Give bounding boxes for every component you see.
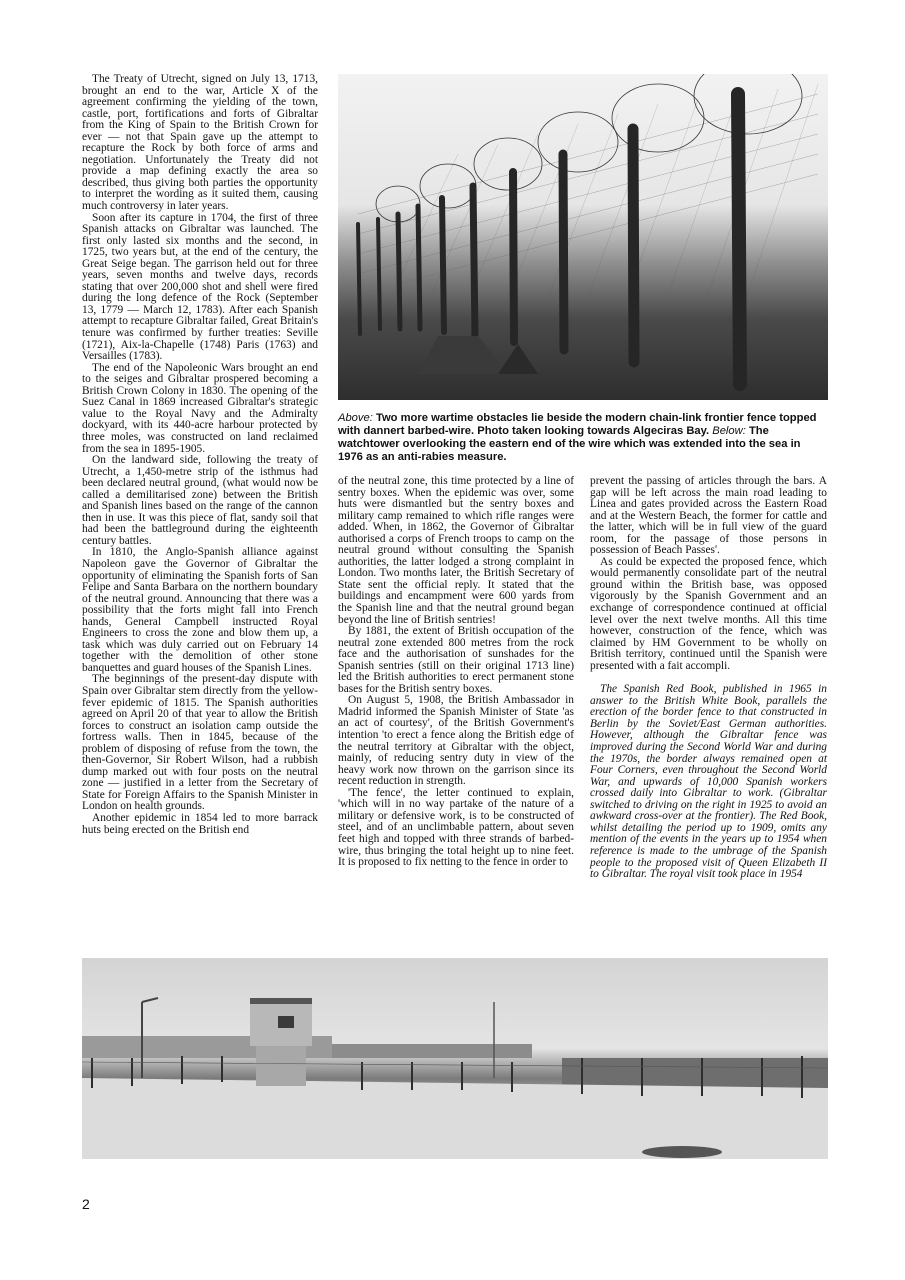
caption-above-text: Two more wartime obstacles lie beside the modern chain-link frontier fence topped with dannert barbed-wire. Photo taken looking towards Algeciras Bay. xyxy=(338,412,817,437)
frontier-fence-photo xyxy=(338,74,828,400)
caption-below-label: Below: xyxy=(712,425,746,437)
paragraph: On August 5, 1908, the British Ambassador in Madrid informed the Spanish Minister of State 'as an act of courtesy', of the British Government's intention 'to erect a fence along the British edge of the neutral territory at Gibraltar with the object, mainly, of reducing sentry duty in view of the heavy work now thrown on the garrison since its recent reduction in strength. xyxy=(338,694,574,788)
article-column-1 xyxy=(82,74,318,836)
paragraph: The beginnings of the present-day dispute with Spain over Gibraltar stem directly from the yellow-fever epidemic of 1815. The Spanish authorities agreed on April 20 of that year to allow the British forces to construct an isolation camp outside the fortress walls. Then in 1845, because of the problem of disposing of refuse from the town, the then-Governor, Sir Robert Wilson, had a rubbish dump marked out with four posts on the neutral zone — justified in a letter from the Secretary of State for Foreign Affairs to the Spanish Minister in London on health grounds. xyxy=(82,673,318,813)
italic-paragraph: The Spanish Red Book, published in 1965 in answer to the British White Book, parallels the erection of the border fence to that constructed in Berlin by the Soviet/East German authorities. However, although the Gibraltar fence was improved during the Second World War and during the 1970s, the border always remained open at Four Corners, even throughout the Second World War, and upwards of 10,000 Spanish workers crossed daily into Gibraltar to work. (Gibraltar switched to driving on the right in 1925 to avoid an awkward cross-over at the frontier). The Red Book, whilst detailing the period up to 1909, omits any mention of the events in the years up to 1954 when reference is made to the umbrage of the Spanish people to the proposed visit of Queen Elizabeth II to Gibraltar. The royal visit took place in 1954 xyxy=(590,683,827,881)
paragraph: Another epidemic in 1854 led to more barrack huts being erected on the British end xyxy=(82,812,318,836)
paragraph: In 1810, the Anglo-Spanish alliance against Napoleon gave the Governor of Gibraltar the opportunity of eliminating the Spanish forts of San Felipe and Santa Barbara on the northern boundary of the neutral ground. Announcing that there was a possibility that the forts might fall into French hands, General Campbell instructed Royal Engineers to cross the zone and blow them up, a task which was duly carried out on February 14 together with the demolition of other stone banquettes and guard houses of the Spanish Lines. xyxy=(82,546,318,674)
page-number: 2 xyxy=(82,1196,90,1212)
article-column-2 xyxy=(338,476,574,869)
paragraph: 'The fence', the letter continued to explain, 'which will in no way partake of the nature of a military or defensive work, is to be constructed of steel, and of an unclimbable pattern, about seven feet high and topped with three strands of barbed-wire, thus bringing the total height up to nine feet. It is proposed to fix netting to the fence in order to xyxy=(338,786,574,869)
paragraph: Soon after its capture in 1704, the first of three Spanish attacks on Gibraltar was launched. The first only lasted six months and the second, in 1725, two years but, at the end of the century, the Great Seige began. The garrison held out for three years, seven months and twelve days, records stating that over 200,000 shot and shell were fired during the long defence of the Rock (September 13, 1779 — March 12, 1783). After each Spanish attempt to recapture Gibraltar failed, Great Britain's tenure was confirmed by further treaties: Seville (1721), Aix-la-Chapelle (1748) Paris (1763) and Versailles (1783). xyxy=(82,211,318,363)
paragraph: As could be expected the proposed fence, which would permanently consolidate part of the neutral ground within the British base, was opposed vigorously by the Spanish Government and an exchange of correspondence continued at official level over the next twelve months. All this time however, construction of the fence, which was claimed by HM Government to be wholly on British territory, continued until the Spanish were presented with a fait accompli. xyxy=(590,555,827,672)
paragraph: of the neutral zone, this time protected by a line of sentry boxes. When the epidemic was over, some huts were dismantled but the sentry boxes and military camp remained to which rifle ranges were added. When, in 1862, the Governor of Gibraltar authorised a corps of French troops to camp on the neutral ground without consulting the Spanish authorities, the latter lodged a strong complaint in London. Two months later, the British Secretary of State sent the official reply. It stated that the buildings and encampment were 600 yards from the Spanish line and that the neutral ground began beyond the line of British sentries! xyxy=(338,475,574,626)
photo-caption xyxy=(338,412,828,464)
watchtower-photo xyxy=(82,958,828,1159)
paragraph: By 1881, the extent of British occupation of the neutral zone extended 800 metres from the rock face and the authorisation of sunshades for the Spanish sentries (still on their original 1713 line) led the British authorities to erect permanent stone bases for the British sentry boxes. xyxy=(338,625,574,695)
paragraph: On the landward side, following the treaty of Utrecht, a 1,450-metre strip of the isthmus had been declared neutral ground, (what would now be called a demilitarised zone) between the British and Spanish lines based on the range of the cannon then in use. It was this piece of flat, sandy soil that had been the battleground during the eighteenth century battles. xyxy=(82,454,318,547)
paragraph: prevent the passing of articles through the bars. A gap will be left across the main road leading to Linea and gates provided across the Eastern Road and at the Western Beach, the former for cattle and the latter, which will be in full view of the guard room, for the passage of those persons in possession of Beach Passes'. xyxy=(590,475,827,557)
paragraph: The Treaty of Utrecht, signed on July 13, 1713, brought an end to the war, Article X of the agreement confirming the yielding of the town, castle, port, fortifications and forts of Gibraltar from the King of Spain to the British Crown for ever — not that Spain gave up the attempt to recapture the Rock by both force of arms and negotiation. Unfortunately the Treaty did not provide a map defining exactly the area so described, thus giving both parties the opportunity to interpret the wording as it suited them, causing much controversy in later years. xyxy=(82,73,318,213)
paragraph: The end of the Napoleonic Wars brought an end to the seiges and Gibraltar prospered becoming a British Crown Colony in 1830. The opening of the Suez Canal in 1869 increased Gibraltar's strategic value to the Royal Navy and the Admiralty dockyard, with its 440-acre harbour protected by three moles, was constructed on land reclaimed from the sea in 1895-1905. xyxy=(82,361,318,455)
caption-below-text: The watchtower overlooking the eastern end of the wire which was extended into the sea in 1976 as an anti-rabies measure. xyxy=(338,425,801,463)
caption-above-label: Above: xyxy=(338,412,373,424)
article-column-3 xyxy=(590,476,827,881)
